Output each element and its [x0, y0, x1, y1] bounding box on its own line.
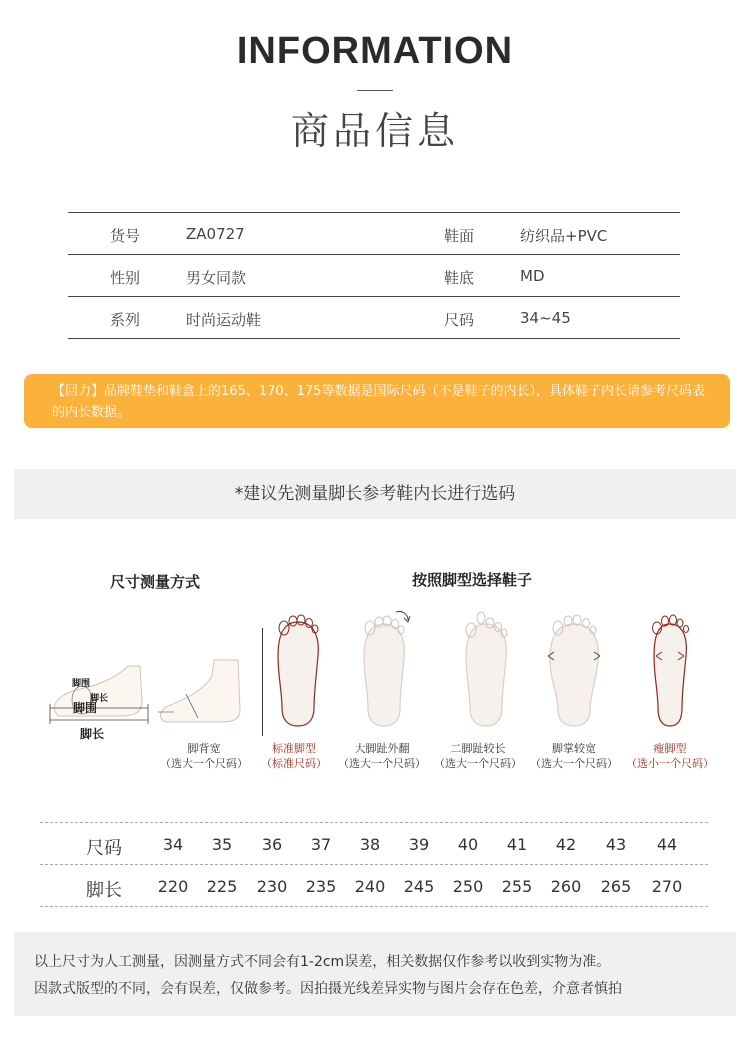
length-value: 270 [651, 877, 683, 896]
standard-foot-icon [272, 612, 324, 728]
info-key: 尺码 [444, 311, 475, 329]
foot-type-name: 大脚趾外翻 [354, 742, 410, 755]
title-divider [357, 90, 393, 91]
instep-caption-advice: （选大一个尺码） [160, 757, 248, 770]
size-value: 38 [359, 835, 381, 854]
measure-heading: 尺寸测量方式 [110, 573, 201, 591]
size-table [40, 822, 708, 907]
instep-illustration [154, 658, 246, 728]
foot-type-caption-bunion [334, 741, 430, 771]
info-key: 鞋面 [444, 227, 475, 245]
info-value: 时尚运动鞋 [186, 311, 262, 329]
foot-type-advice: （选大一个尺码） [338, 757, 426, 770]
size-value: 37 [310, 835, 332, 854]
length-value: 265 [600, 877, 632, 896]
section-title: INFORMATION [236, 30, 514, 72]
brand-notice [24, 374, 730, 428]
length-value: 245 [403, 877, 435, 896]
foot-type-name: 脚掌较宽 [552, 742, 596, 755]
info-value: 34~45 [520, 309, 571, 327]
info-key: 性别 [110, 269, 141, 287]
length-value: 225 [206, 877, 238, 896]
section-subtitle: 商品信息 [290, 109, 459, 153]
foot-type-heading: 按照脚型选择鞋子 [412, 571, 533, 589]
info-value: 男女同款 [186, 269, 247, 287]
second-toe-foot-icon [458, 606, 514, 728]
foot-type-advice: （选大一个尺码） [530, 757, 618, 770]
foot-type-advice: （选大一个尺码） [434, 757, 522, 770]
size-value: 39 [408, 835, 430, 854]
info-value: 纺织品+PVC [520, 227, 608, 245]
length-row [40, 864, 708, 907]
info-row [68, 296, 680, 339]
section-divider [262, 628, 263, 736]
size-value: 41 [506, 835, 528, 854]
info-value: ZA0727 [186, 225, 245, 243]
foot-type-name: 瘦脚型 [653, 742, 687, 755]
foot-type-caption-slim [622, 741, 718, 771]
length-value: 230 [256, 877, 288, 896]
size-value: 44 [656, 835, 678, 854]
slim-foot-icon [646, 610, 694, 728]
size-row [40, 822, 708, 864]
wide-foot-icon [544, 606, 604, 728]
info-value: MD [520, 267, 545, 285]
suggestion-banner: *建议先测量脚长参考鞋内长进行选码 [14, 469, 736, 519]
foot-type-advice: （选小一个尺码） [626, 757, 714, 770]
size-value: 35 [211, 835, 233, 854]
length-value: 235 [305, 877, 337, 896]
notice-text: 【回力】品牌鞋垫和鞋盒上的165、170、175等数据是国际尺码（不是鞋子的内长），具体鞋子内长请参考尺码表的内长数据。 [52, 384, 705, 420]
length-value: 240 [354, 877, 386, 896]
length-value: 255 [501, 877, 533, 896]
size-row-label: 尺码 [86, 838, 122, 859]
disclaimer-text [34, 949, 724, 1003]
info-row [68, 254, 680, 296]
length-row-label: 脚长 [86, 880, 122, 901]
length-value: 260 [550, 877, 582, 896]
info-key: 鞋底 [444, 269, 475, 287]
bunion-foot-icon [356, 606, 414, 728]
disclaimer-box [14, 932, 736, 1016]
instep-caption [156, 741, 252, 771]
size-value: 43 [605, 835, 627, 854]
instep-caption-name: 脚背宽 [187, 742, 221, 755]
disclaimer-line: 因款式版型的不同，会有误差，仅做参考。因拍摄光线差异实物与图片会存在色差，介意者慎拍 [34, 981, 622, 997]
disclaimer-line: 以上尺寸为人工测量，因测量方式不同会有1-2cm误差，相关数据仅作参考以收到实物为准。 [34, 954, 611, 970]
length-label-small: 脚长 [90, 694, 109, 704]
size-value: 34 [162, 835, 184, 854]
info-key: 货号 [110, 227, 141, 245]
girth-label: 脚围 [73, 701, 98, 715]
foot-type-name: 标准脚型 [272, 742, 316, 755]
foot-type-caption-standard [256, 741, 332, 771]
foot-type-caption-wide [526, 741, 622, 771]
length-value: 220 [157, 877, 189, 896]
length-value: 250 [452, 877, 484, 896]
girth-label-small: 脚围 [72, 679, 91, 689]
info-key: 系列 [110, 311, 141, 329]
size-value: 42 [555, 835, 577, 854]
info-row [68, 212, 680, 254]
product-info-table [68, 212, 680, 339]
foot-type-name: 二脚趾较长 [450, 742, 506, 755]
size-value: 36 [261, 835, 283, 854]
foot-type-advice: （标准尺码） [261, 757, 327, 770]
size-value: 40 [457, 835, 479, 854]
foot-type-caption-second-toe [430, 741, 526, 771]
length-label: 脚长 [80, 727, 105, 741]
